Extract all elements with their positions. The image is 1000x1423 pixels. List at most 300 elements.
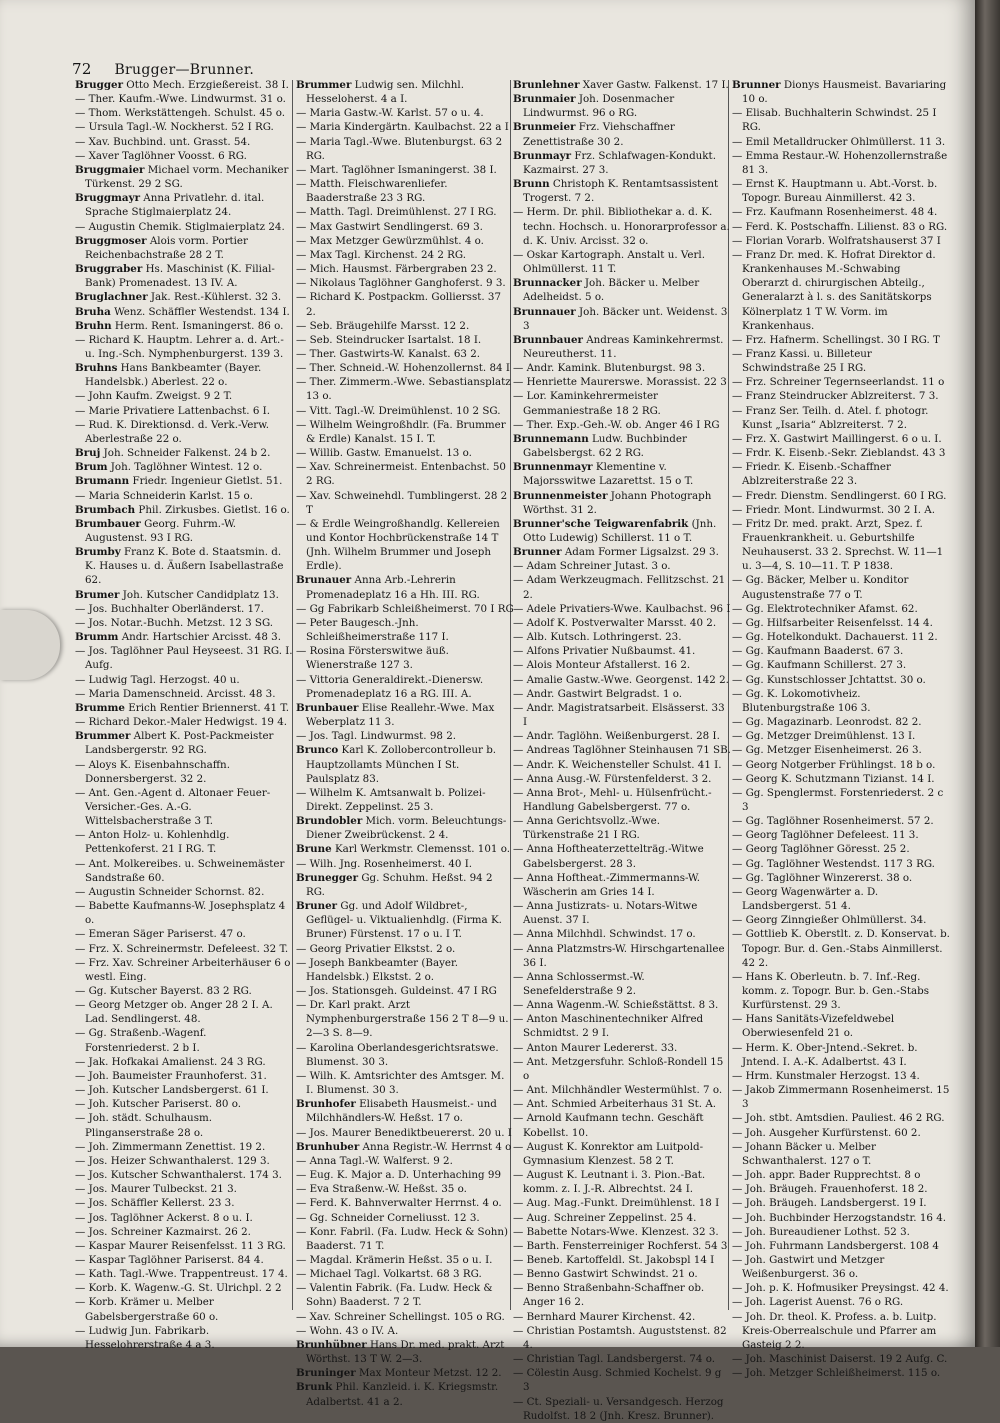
entry-details: — Anna Wagenm.-W. Schießstättst. 8 3. [513,999,719,1012]
entry-details: — Matth. Tagl. Dreimühlenst. 27 I RG. [296,206,497,219]
directory-entry [513,927,731,941]
directory-entry [75,503,293,517]
directory-entry [732,106,950,134]
entry-details: Andr. Hartschier Arcisst. 48 3. [121,631,281,644]
entry-details: — Gg. K. Lokomotivheiz. Blutenburgstraße 106 3. [732,687,871,714]
entry-details: — Joh. stbt. Amtsdien. Pauliest. 46 2 RG. [732,1112,945,1125]
entry-details: Christoph K. Rentamtsassistent Trogerst. 7 2. [523,178,719,205]
entry-details: — Ferd. K. Bahnverwalter Herrnst. 4 o. [296,1197,502,1210]
entry-details: Michael vorm. Mechaniker Türkenst. 29 2 SG. [85,163,289,191]
entry-details: — Frz. Xav. Schreiner Arbeiterhäuser 6 o westl. Eing. [75,956,291,983]
entry-details: — Rud. K. Direktionsd. d. Verk.-Verw. Aberlestraße 22 o. [75,418,270,445]
directory-entry [75,644,293,672]
directory-entry [513,1395,731,1423]
entry-details: — Joh. Fuhrmann Landsbergerst. 108 4 [732,1239,939,1252]
entry-details: — Joh. Zimmermann Zenettist. 19 2. [75,1140,266,1153]
entry-details: — Ludwig Jun. Fabrikarb. Hesselohrerstraße 4 a 3. [75,1324,215,1351]
directory-entry [75,1239,293,1253]
entry-surname: Bruninger [296,1367,356,1380]
entry-details: Dionys Hausmeist. Bavariaring 10 o. [742,79,947,106]
directory-entry [75,616,293,630]
directory-entry [513,998,731,1012]
directory-entry [75,602,293,616]
directory-entry [296,347,514,361]
entry-details: — Joh. appr. Bader Rupprechtst. 8 o [732,1169,921,1182]
directory-entry [296,871,514,899]
entry-details: — Konr. Fabril. (Fa. Ludw. Heck & Sohn) Baaderst. 71 T. [296,1225,509,1252]
entry-surname: Bruj [75,447,101,460]
entry-details: — Christian Tagl. Landsbergerst. 74 o. [513,1353,716,1366]
entry-details: — Richard K. Hauptm. Lehrer a. d. Art.- u. Ing.-Sch. Nymphenburgerst. 139 3. [75,333,284,360]
directory-entry [513,418,731,432]
entry-surname: Bruglachner [75,291,148,304]
entry-details: Gg. Schuhm. Heßst. 94 2 RG. [306,871,493,898]
directory-entry [513,871,731,899]
entry-surname: Bruhn [75,319,112,332]
directory-entry [296,106,514,120]
directory-entry [513,460,731,488]
directory-entry [296,1140,514,1154]
directory-entry [296,743,514,785]
directory-entry [732,743,950,757]
directory-entry [75,474,293,488]
entry-surname: Bruner [296,900,338,913]
directory-entry [75,418,293,446]
entry-details: — Xav. Schweinehdl. Tumblingerst. 28 2 T [296,489,508,516]
directory-entry [75,701,293,715]
directory-entry [732,375,950,389]
entry-details: Joh. Kutscher Candidplatz 13. [122,588,279,601]
directory-entry [732,220,950,234]
entry-details: — Maria Tagl.-Wwe. Blutenburgst. 63 2 RG. [296,135,503,162]
entry-details: — Jos. Stationsgeh. Guldeinst. 47 I RG [296,985,497,997]
directory-entry [732,1111,950,1125]
entry-details: Phil. Zirkusbes. Gietlst. 16 o. [138,503,290,516]
entry-details: — Kath. Tagl.-Wwe. Trappentreust. 17 4. [75,1268,288,1281]
directory-entry [732,489,950,503]
directory-entry [75,446,293,460]
entry-details: — Herm. Dr. phil. Bibliothekar a. d. K. techn. Hochsch. u. Honorarprofessor a. d. K. Univ. Arcisst. 32 o. [513,206,730,247]
directory-entry [296,1225,514,1253]
entry-details: — Andr. Taglöhn. Weißenburgerst. 28 I. [513,730,720,743]
directory-entry [296,446,514,460]
entry-details: — Ther. Gastwirts-W. Kanalst. 63 2. [296,347,481,360]
entry-details: Karl K. Zollobercontrolleur b. Hauptzollamts München I St. Paulsplatz 83. [306,744,497,785]
directory-entry [75,1069,293,1083]
directory-entry [296,1182,514,1196]
directory-entry [732,1012,950,1040]
entry-details: — & Erdle Weingroßhandlg. Kellereien und Kontor Hochbrückenstraße 14 T (Jnh. Wilhelm Brummer und Joseph Erdle). [296,517,500,573]
directory-entry [75,78,293,92]
entry-details: — Joh. Gastwirt und Metzger Weißenburgerst. 36 o. [732,1253,885,1281]
directory-entry [513,1168,731,1196]
directory-entry [732,616,950,630]
entry-details: — Aug. Mag.-Funkt. Dreimühlenst. 18 I [513,1197,720,1210]
directory-entry [296,673,514,701]
directory-entry [732,517,950,574]
directory-entry [296,814,514,842]
entry-details: — Augustin Chemik. Stiglmaierplatz 24. [75,220,285,233]
entry-details: — Henriette Maurerswe. Morassist. 22 3 [513,376,727,389]
entry-details: — Xav. Schreinermeist. Entenbachst. 50 2 RG. [296,461,506,488]
directory-entry [75,404,293,418]
directory-entry [75,120,293,134]
directory-entry [513,687,731,701]
directory-entry [513,1140,731,1168]
directory-entry [296,786,514,814]
directory-entry [732,234,950,248]
directory-entry [75,1253,293,1267]
entry-surname: Brunbauer [296,701,359,714]
page-number: 72 [72,60,92,78]
entry-surname: Bruggmoser [75,234,147,247]
directory-entry [296,319,514,333]
directory-entry [75,956,293,984]
entry-details: — Franz Kassi. u. Billeteur Schwindstraße 25 I RG. [732,347,872,375]
entry-details: Anna Privatlehr. d. ital. Sprache Stiglmaierplatz 24. [85,192,265,219]
directory-entry [513,361,731,375]
entry-details: — Emeran Säger Pariserst. 47 o. [75,928,246,941]
entry-details: — Friedr. Mont. Lindwurmst. 30 2 I. A. [732,503,935,516]
entry-details: — Barth. Fensterreiniger Rochferst. 54 3 [513,1239,728,1252]
directory-entry [296,290,514,318]
entry-surname: Brunnacker [513,277,582,290]
entry-details: — Peter Baugesch.-Jnh. Schleißheimerstraße 117 I. [296,616,449,644]
entry-details: — Eva Straßenw.-W. Heßst. 35 o. [296,1183,467,1196]
entry-surname: Brunegger [296,871,359,884]
directory-entry [513,1324,731,1352]
entry-details: Andreas Kaminkehrermst. Neureutherst. 11. [523,333,724,360]
directory-entry [513,573,731,601]
entry-surname: Brunauer [296,574,352,587]
directory-entry [296,1154,514,1168]
entry-details: — Jos. Schreiner Kazmairst. 26 2. [75,1225,251,1238]
directory-entry [732,248,950,333]
directory-entry [75,489,293,503]
entry-surname: Bruha [75,305,111,318]
directory-entry [75,290,293,304]
entry-details: — Friedr. K. Eisenb.-Schaffner Ablzreiterstraße 22 3. [732,461,891,488]
entry-details: — Max Metzger Gewürzmühlst. 4 o. [296,234,484,247]
directory-entry [75,460,293,474]
directory-entry [296,418,514,446]
entry-details: — Joh. Baumeister Fraunhoferst. 31. [75,1069,267,1082]
directory-entry [75,927,293,941]
directory-entry [296,1253,514,1267]
entry-details: — Gg. Taglöhner Rosenheimerst. 57 2. [732,815,934,828]
entry-details: — Alb. Kutsch. Lothringerst. 23. [513,631,682,644]
directory-entry [296,729,514,743]
entry-details: — Arnold Kaufmann techn. Geschäft Kobellst. 10. [513,1112,704,1139]
entry-details: — John Kaufm. Zweigst. 9 2 T. [75,390,233,403]
entry-details: Friedr. Ingenieur Gietlst. 51. [132,475,283,488]
entry-details: — Andreas Taglöhner Steinhausen 71 SB. [513,744,731,757]
directory-entry [732,135,950,149]
directory-entry [296,857,514,871]
directory-entry [732,1140,950,1168]
directory-entry [296,489,514,517]
entry-details: — August K. Leutnant i. 3. Pion.-Bat. komm. z. I. J.-R. Albrechtst. 24 I. [513,1169,706,1196]
directory-entry [513,517,731,545]
directory-entry [296,984,514,998]
entry-details: Erich Rentier Briennerst. 41 T. [128,701,289,714]
directory-entry [75,1267,293,1281]
entry-details: — Mart. Taglöhner Ismaningerst. 38 I. [296,163,497,176]
entry-details: — Georg Privatier Elkstst. 2 o. [296,942,456,955]
entry-details: — Aug. Schreiner Zeppelinst. 25 4. [513,1211,697,1224]
entry-details: — Frz. X. Schreinermstr. Defeleest. 32 T. [75,942,289,955]
directory-entry [75,673,293,687]
entry-details: Hans Dr. med. prakt. Arzt Wörthst. 13 T W. 2—3. [306,1338,505,1366]
directory-entry [75,149,293,163]
entry-details: — Ant. Molkereibes. u. Schweinemäster Sandstraße 60. [75,857,285,884]
directory-entry [513,814,731,842]
entry-details: — Xaver Taglöhner Voosst. 6 RG. [75,149,247,162]
directory-entry [75,687,293,701]
entry-details: — Anton Maschinentechniker Alfred Schmidtst. 2 9 I. [513,1013,704,1040]
directory-entry [513,1225,731,1239]
entry-details: — Gg. Hotelkondukt. Dachauerst. 11 2. [732,631,938,644]
directory-entry [75,1211,293,1225]
entry-surname: Bruhns [75,362,118,375]
directory-entry [513,432,731,460]
entry-details: — Ant. Schmied Arbeiterhaus 31 St. A. [513,1098,717,1111]
entry-surname: Brundobler [296,815,363,828]
entry-details: — Jos. Taglöhner Ackerst. 8 o u. I. [75,1211,253,1224]
entry-details: Hans Bankbeamter (Bayer. Handelsbk.) Aberlest. 22 o. [85,362,262,389]
directory-entry [296,1211,514,1225]
entry-details: — Michael Tagl. Volkartst. 68 3 RG. [296,1268,482,1281]
entry-details: — Jakob Zimmermann Rosenheimerst. 15 3 [732,1084,950,1111]
directory-entry [296,899,514,941]
entry-surname: Brumm [75,631,119,644]
entry-details: — Joh. städt. Schulhausm. Plinganserstraße 28 o. [75,1112,213,1139]
entry-details: — Max Gastwirt Sendlingerst. 69 3. [296,220,483,233]
directory-entry [296,1310,514,1324]
entry-surname: Brunnenmayr [513,461,593,474]
entry-details: — Fritz Dr. med. prakt. Arzt, Spez. f. Frauenkrankheit. u. Geburtshilfe Neuhauserst. 33 2. Sprechst. W. 11—1 u. 3—4, S. 10—11. T. P 1838. [732,517,944,573]
entry-details: — Vittoria Generaldirekt.-Dienersw. Promenadeplatz 16 a RG. III. A. [296,673,484,700]
directory-entry [732,715,950,729]
entry-details: — Andr. Gastwirt Belgradst. 1 o. [513,687,683,700]
entry-details: Wenz. Schäffler Westendst. 134 I. [114,305,290,318]
entry-details: Mich. vorm. Beleuchtungs-Diener Zweibrückenst. 2 4. [306,815,507,842]
directory-entry [513,120,731,148]
entry-details: — Joh. p. K. Hofmusiker Preysingst. 42 4. [732,1282,949,1295]
entry-details: — Amalie Gastw.-Wwe. Georgenst. 142 2. [513,673,729,686]
entry-details: — Christian Postamtsh. Auguststenst. 82 4. [513,1324,727,1351]
entry-surname: Bruggmaier [75,163,145,176]
directory-entry [732,1182,950,1196]
entry-details: — Anna Gerichtsvollz.-Wwe. Türkenstraße 21 I RG. [513,815,661,842]
entry-details: — Wilh. K. Amtsrichter des Amtsger. M. I. Blumenst. 30 3. [296,1069,505,1097]
entry-details: — Jos. Kutscher Schwanthalerst. 174 3. [75,1169,282,1182]
directory-entry [75,191,293,219]
directory-entry [75,1154,293,1168]
entry-details: — Joh. Ausgeher Kurfürstenst. 60 2. [732,1126,921,1139]
directory-entry [75,1097,293,1111]
directory-entry [75,630,293,644]
entry-details: — Lor. Kaminkehrermeister Gemmaniestraße 18 2 RG. [513,390,661,417]
directory-entry [513,1253,731,1267]
entry-details: — Babette Notars-Wwe. Klenzest. 32 3. [513,1225,719,1238]
entry-details: Gg. und Adolf Wildbret-, Geflügel- u. Viktualienhdlg. (Firma K. Bruner) Fürstenst. 17 o u. I T. [306,900,502,941]
entry-details: — Frz. X. Gastwirt Maillingerst. 6 o u. I. [732,432,942,445]
entry-details: — Magdal. Krämerin Heßst. 35 o u. I. [296,1253,493,1266]
entry-details: — Nikolaus Taglöhner Ganghoferst. 9 3. [296,277,506,290]
entry-details: Hs. Maschinist (K. Filial-Bank) Promenadest. 13 IV. A. [85,263,275,290]
entry-surname: Brugger [75,79,123,91]
entry-surname: Brunmayr [513,149,572,162]
directory-entry [513,1012,731,1040]
directory-entry [75,545,293,587]
directory-entry [732,1239,950,1253]
entry-details: — Gg. Taglöhner Winzererst. 38 o. [732,871,913,884]
directory-entry [75,1182,293,1196]
entry-details: — Korb. K. Wagenw.-G. St. Ulrichpl. 2 2 [75,1282,282,1295]
directory-entry [296,276,514,290]
directory-entry [296,163,514,177]
directory-entry [296,602,514,616]
entry-details: — Georg Zinngießer Ohlmüllerst. 34. [732,914,927,927]
entry-details: — Anna Tagl.-W. Walferst. 9 2. [296,1154,453,1167]
entry-details: — Adolf K. Postverwalter Marsst. 40 2. [513,616,717,629]
directory-entry [513,276,731,304]
directory-entry [296,1069,514,1097]
directory-entry [75,729,293,757]
entry-details: — Andr. Magistratsarbeit. Elsässerst. 33 I [513,701,725,729]
entry-surname: Brunner'sche Teigwarenfabrik [513,517,689,530]
directory-entry [296,842,514,856]
directory-entry [75,786,293,828]
entry-details: — Babette Kaufmanns-W. Josephsplatz 4 o. [75,900,286,927]
directory-entry [296,361,514,375]
directory-entry [296,1267,514,1281]
entry-details: — Willib. Gastw. Emanuelst. 13 o. [296,447,472,460]
entry-details: — Korb. Krämer u. Melber Gabelsbergerstraße 60 o. [75,1296,219,1323]
entry-details: — Georg Taglöhner Göresst. 25 2. [732,843,910,856]
entry-details: — Gg. Kaufmann Baaderst. 67 3. [732,645,904,658]
entry-details: — Ther. Exp.-Geh.-W. ob. Anger 46 I RG [513,418,720,431]
directory-entry [75,361,293,389]
directory-entry [296,220,514,234]
directory-entry [75,899,293,927]
entry-details: — Georg Notgerber Frühlingst. 18 b o. [732,758,936,771]
directory-entry [296,1097,514,1125]
entry-details: Herm. Rent. Ismaningerst. 86 o. [114,319,284,332]
entry-surname: Brumme [75,701,125,714]
entry-surname: Brunnenmeister [513,489,608,502]
entry-details: — Kaspar Maurer Reisenfelsst. 11 3 RG. [75,1239,286,1252]
entry-details: — Joh. Maschinist Daiserst. 19 2 Aufg. C. [732,1353,948,1366]
entry-surname: Brune [296,843,332,856]
directory-entry [296,333,514,347]
directory-entry [732,644,950,658]
directory-entry [75,135,293,149]
directory-entry [75,942,293,956]
directory-entry [75,998,293,1026]
directory-entry [75,333,293,361]
entry-details: — Jos. Taglöhner Paul Heyseest. 31 RG. I. Aufg. [75,645,293,672]
entry-details: Ludwig sen. Milchhl. Hesseloherst. 4 a I. [306,79,464,106]
directory-entry [513,333,731,361]
directory-entry [732,1069,950,1083]
directory-entry [513,616,731,630]
entry-details: — Andr. Kamink. Blutenburgst. 98 3. [513,362,706,375]
directory-entry [75,588,293,602]
entry-details: — Ursula Tagl.-W. Nockherst. 52 I RG. [75,121,274,134]
directory-entry [513,1211,731,1225]
directory-entry [75,984,293,998]
directory-entry [732,177,950,205]
entry-details: — Bernhard Maurer Kirchenst. 42. [513,1310,696,1323]
directory-entry [513,205,731,247]
directory-entry [732,814,950,828]
entry-details: — Ther. Kaufm.-Wwe. Lindwurmst. 31 o. [75,93,286,106]
column-2 [296,78,514,1409]
entry-details: — Adele Privatiers-Wwe. Kaulbachst. 96 I [513,602,731,615]
entry-surname: Brumbauer [75,517,141,530]
directory-entry [75,1140,293,1154]
entry-details: Jak. Rest.-Kühlerst. 32 3. [150,291,282,304]
directory-entry [296,1324,514,1338]
directory-entry [732,573,950,601]
directory-entry [75,715,293,729]
entry-surname: Brunmeier [513,121,576,134]
entry-details: Frz. Schlafwagen-Kondukt. Kazmairst. 27 3. [523,149,716,176]
directory-entry [732,1352,950,1366]
entry-details: — Frz. Schreiner Tegernseerlandst. 11 o [732,376,945,389]
directory-entry [513,970,731,998]
directory-entry [732,1196,950,1210]
directory-entry [75,389,293,403]
directory-entry [513,786,731,814]
directory-entry [75,234,293,262]
entry-details: — Richard Dekor.-Maler Hedwigst. 19 4. [75,716,288,729]
directory-entry [296,701,514,729]
directory-entry [513,1310,731,1324]
entry-details: — Gg. Metzger Eisenheimerst. 26 3. [732,744,922,757]
page-header [72,60,254,78]
entry-details: Otto Mech. Erzgießereist. 38 I. [126,79,289,91]
entry-details: — Karolina Oberlandesgerichtsratswe. Blumenst. 30 3. [296,1041,499,1068]
entry-details: — Maria Damenschneid. Arcisst. 48 3. [75,687,276,700]
directory-entry [296,1338,514,1366]
directory-entry [75,262,293,290]
entry-details: — Joh. Bräugeh. Frauenhoferst. 18 2. [732,1183,928,1196]
entry-surname: Brunmaier [513,93,576,106]
directory-entry [75,1196,293,1210]
entry-details: — Fredr. Dienstm. Sendlingerst. 60 I RG. [732,489,947,502]
directory-entry [75,163,293,191]
entry-details: — Herm. K. Ober-Jntend.-Sekret. b. Jntend. I. A.-K. Adalbertst. 43 I. [732,1041,918,1068]
entry-details: — Alois Monteur Afstallerst. 16 2. [513,659,691,672]
directory-entry [513,1239,731,1253]
directory-entry [296,460,514,488]
directory-entry [75,828,293,856]
directory-entry [513,1196,731,1210]
directory-entry [513,701,731,729]
entry-details: Anna Registr.-W. Herrnst 4 o [362,1140,512,1153]
entry-details: — Jos. Notar.-Buchh. Metzst. 12 3 SG. [75,616,274,629]
directory-entry [296,942,514,956]
entry-details: — Gg. Elektrotechniker Afamst. 62. [732,602,918,615]
directory-entry [296,262,514,276]
entry-surname: Brunhofer [296,1098,356,1111]
entry-details: — Georg Wagenwärter a. D. Landsbergerst. 51 4. [732,885,879,913]
entry-details: Johann Photograph Wörthst. 31 2. [523,489,712,516]
entry-details: — Franz Steindrucker Ablzreiterst. 7 3. [732,390,939,403]
